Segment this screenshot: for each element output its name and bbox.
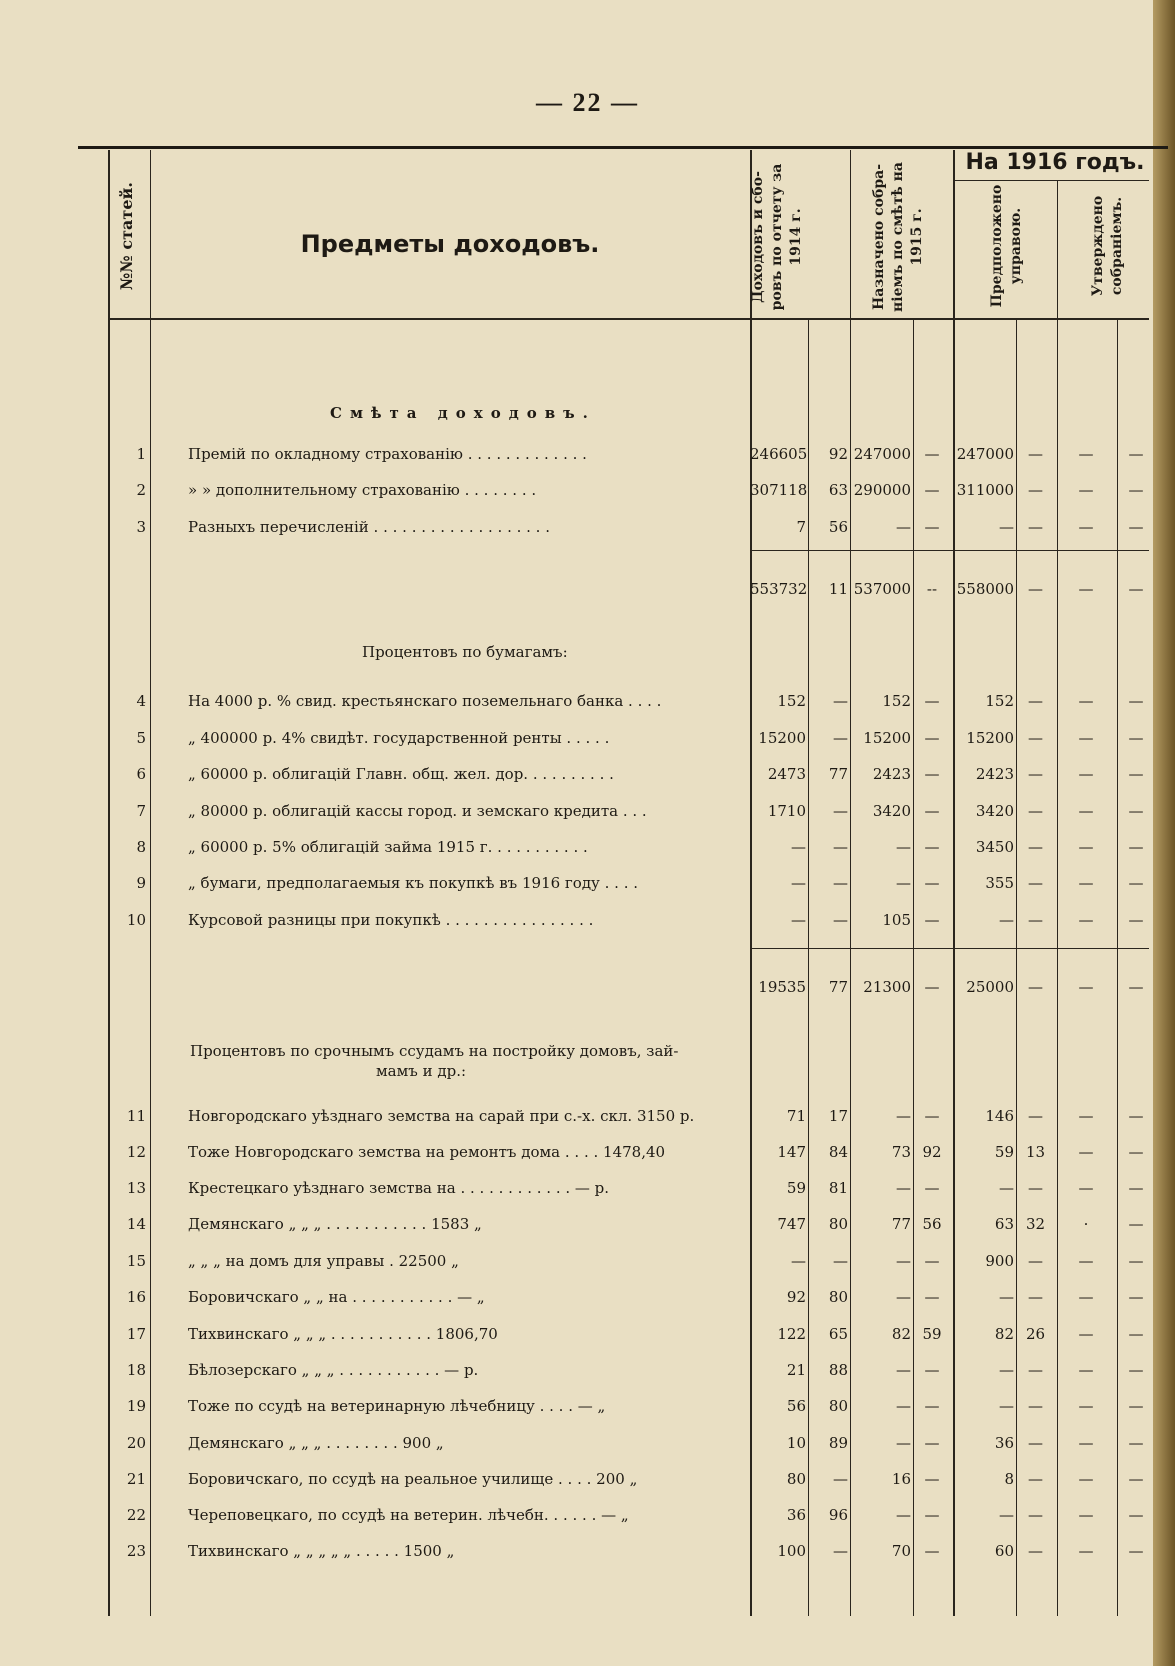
row-item-text: Премій по окладному страхованію . . . . . . . . . . . . . xyxy=(188,445,587,463)
row-item-text: „ 60000 р. облигацій Главн. общ. жел. дор. . . . . . . . . . xyxy=(188,765,614,783)
row-item-text: Череповецкаго, по ссудѣ на ветерин. лѣчебн. . . . . . — „ xyxy=(188,1506,629,1524)
row-value-e: — xyxy=(999,911,1014,929)
row-value-f: — xyxy=(1028,481,1043,499)
subtotal-value-d: -- xyxy=(926,580,938,598)
row-item-text: Курсовой разницы при покупкѣ . . . . . . . . . . . . . . . . xyxy=(188,911,594,929)
row-item-text: » » дополнительному страхованію . . . . . . . . xyxy=(188,481,537,499)
row-value-f: — xyxy=(1028,1361,1043,1379)
row-value-b: 63 xyxy=(828,481,848,499)
row-value-h: — xyxy=(1128,1179,1144,1197)
row-value-b: — xyxy=(833,1252,848,1270)
row-value-a: 80 xyxy=(786,1470,806,1488)
row-value-e: 247000 xyxy=(956,445,1014,463)
row-value-d: — xyxy=(924,692,940,710)
subtotal-value-b: 77 xyxy=(828,978,848,996)
row-value-g: — xyxy=(1078,1288,1094,1306)
subtotal-value-a: 553732 xyxy=(750,580,808,598)
row-value-g: — xyxy=(1078,1325,1094,1343)
row-value-g: — xyxy=(1078,692,1094,710)
row-value-f: — xyxy=(1028,802,1043,820)
row-value-c: — xyxy=(896,1397,911,1415)
row-value-f: 13 xyxy=(1025,1143,1046,1161)
subtotal-value-h: — xyxy=(1128,978,1144,996)
row-number: 17 xyxy=(126,1325,146,1343)
row-value-h: — xyxy=(1128,1215,1144,1233)
row-value-b: 92 xyxy=(828,445,848,463)
row-value-d: — xyxy=(924,1107,940,1125)
header-col-proposed: Предположено управою. xyxy=(989,184,1024,308)
row-value-g: — xyxy=(1078,838,1094,856)
row-value-b: 80 xyxy=(828,1288,848,1306)
row-number: 8 xyxy=(136,838,146,856)
row-value-g: — xyxy=(1078,1179,1094,1197)
row-value-e: 36 xyxy=(994,1434,1014,1452)
row-value-e: 3420 xyxy=(975,802,1014,820)
row-number: 6 xyxy=(136,765,146,783)
row-value-b: 56 xyxy=(828,518,848,536)
subtotal-value-a: 19535 xyxy=(758,978,806,996)
row-item-text: „ 80000 р. облигацій кассы город. и земскаго кредита . . . xyxy=(188,802,647,820)
header-col-number: №№ статей. xyxy=(117,182,136,290)
row-value-a: 122 xyxy=(777,1325,806,1343)
row-item-text: На 4000 р. % свид. крестьянскаго поземельнаго банка . . . . xyxy=(188,692,662,710)
row-value-f: — xyxy=(1028,445,1043,463)
row-value-b: 84 xyxy=(828,1143,848,1161)
row-item-text: Тихвинскаго „ „ „ . . . . . . . . . . . 1806,70 xyxy=(188,1325,498,1343)
row-value-b: — xyxy=(833,729,848,747)
row-value-e: 355 xyxy=(985,874,1014,892)
row-value-e: — xyxy=(999,1397,1014,1415)
row-item-text: „ 400000 р. 4% свидѣт. государственной ренты . . . . . xyxy=(188,729,610,747)
row-value-h: — xyxy=(1128,765,1144,783)
row-value-g: — xyxy=(1078,802,1094,820)
row-value-g: — xyxy=(1078,445,1094,463)
row-number: 1 xyxy=(136,445,146,463)
row-value-c: 15200 xyxy=(863,729,911,747)
row-value-c: — xyxy=(896,1288,911,1306)
subtotal-value-f: — xyxy=(1028,978,1043,996)
row-value-d: — xyxy=(924,1288,940,1306)
row-value-b: — xyxy=(833,838,848,856)
header-col-assigned-1915: Назначено собра- ніемъ по смѣтѣ на 1915 г. xyxy=(871,162,925,312)
row-number: 12 xyxy=(126,1143,146,1161)
subtotal-value-b: 11 xyxy=(828,580,848,598)
row-item-text: Крестецкаго уѣзднаго земства на . . . . . . . . . . . . — р. xyxy=(188,1179,610,1197)
row-item-text: Демянскаго „ „ „ . . . . . . . . . . . 1583 „ xyxy=(188,1215,482,1233)
row-value-b: — xyxy=(833,1542,848,1560)
row-value-g: — xyxy=(1078,874,1094,892)
section-title-loans: Процентовъ по срочнымъ ссудамъ на постройку домовъ, зай- xyxy=(190,1042,679,1060)
row-value-h: — xyxy=(1128,874,1144,892)
row-value-h: — xyxy=(1128,445,1144,463)
row-value-e: 2423 xyxy=(975,765,1014,783)
row-value-e: 8 xyxy=(1004,1470,1014,1488)
row-value-d: — xyxy=(924,802,940,820)
row-value-c: — xyxy=(896,1107,911,1125)
row-value-d: — xyxy=(924,729,940,747)
row-value-c: — xyxy=(896,1179,911,1197)
row-value-d: 59 xyxy=(922,1325,942,1343)
row-value-d: — xyxy=(924,1397,940,1415)
row-value-f: — xyxy=(1028,765,1043,783)
column-rule xyxy=(913,320,914,1616)
row-value-d: — xyxy=(924,911,940,929)
row-value-g: — xyxy=(1078,1107,1094,1125)
row-value-b: 96 xyxy=(828,1506,848,1524)
row-value-d: — xyxy=(924,1252,940,1270)
row-number: 19 xyxy=(126,1397,146,1415)
row-value-d: — xyxy=(924,838,940,856)
row-value-h: — xyxy=(1128,481,1144,499)
row-value-c: — xyxy=(896,1252,911,1270)
row-value-a: 59 xyxy=(786,1179,806,1197)
row-item-text: Тоже Новгородскаго земства на ремонтъ дома . . . . 1478,40 xyxy=(188,1143,666,1161)
row-number: 21 xyxy=(126,1470,146,1488)
row-item-text: Новгородскаго уѣзднаго земства на сарай при с.-х. скл. 3150 р. xyxy=(188,1107,695,1125)
row-value-b: 89 xyxy=(828,1434,848,1452)
row-value-d: — xyxy=(924,445,940,463)
row-value-h: — xyxy=(1128,1542,1144,1560)
row-value-h: — xyxy=(1128,1143,1144,1161)
row-value-a: 100 xyxy=(777,1542,806,1560)
row-value-g: — xyxy=(1078,1542,1094,1560)
subtotal-rule xyxy=(750,550,1149,551)
row-value-c: 290000 xyxy=(853,481,911,499)
row-value-f: — xyxy=(1028,911,1043,929)
row-value-h: — xyxy=(1128,1325,1144,1343)
row-value-b: 77 xyxy=(828,765,848,783)
row-value-g: — xyxy=(1078,1397,1094,1415)
column-rule xyxy=(1016,320,1017,1616)
row-value-e: 82 xyxy=(994,1325,1014,1343)
row-value-c: 16 xyxy=(891,1470,911,1488)
row-item-text: „ „ „ на домъ для управы . 22500 „ xyxy=(188,1252,459,1270)
row-value-h: — xyxy=(1128,1107,1144,1125)
column-rule xyxy=(808,320,809,1616)
row-value-c: 152 xyxy=(882,692,911,710)
row-value-c: 70 xyxy=(891,1542,911,1560)
row-value-a: 307118 xyxy=(750,481,808,499)
row-value-a: 92 xyxy=(786,1288,806,1306)
row-value-a: 10 xyxy=(786,1434,806,1452)
row-value-f: — xyxy=(1028,1470,1043,1488)
row-value-h: — xyxy=(1128,1288,1144,1306)
row-value-e: — xyxy=(999,1288,1014,1306)
row-value-h: — xyxy=(1128,1434,1144,1452)
row-value-a: 7 xyxy=(796,518,806,536)
row-value-f: — xyxy=(1028,729,1043,747)
row-value-c: — xyxy=(896,518,911,536)
row-value-c: — xyxy=(896,838,911,856)
row-value-h: — xyxy=(1128,729,1144,747)
subtotal-value-f: — xyxy=(1028,580,1043,598)
row-value-f: — xyxy=(1028,1434,1043,1452)
row-value-b: 17 xyxy=(828,1107,848,1125)
row-value-f: — xyxy=(1028,692,1043,710)
row-value-g: — xyxy=(1078,481,1094,499)
row-value-d: — xyxy=(924,481,940,499)
row-value-a: 71 xyxy=(786,1107,806,1125)
row-value-e: — xyxy=(999,1361,1014,1379)
row-value-b: — xyxy=(833,911,848,929)
column-rule xyxy=(150,150,151,1616)
row-item-text: „ 60000 р. 5% облигацій займа 1915 г. . . . . . . . . . . xyxy=(188,838,588,856)
row-value-f: — xyxy=(1028,518,1043,536)
row-value-c: — xyxy=(896,874,911,892)
row-value-e: 59 xyxy=(994,1143,1014,1161)
row-value-b: 65 xyxy=(828,1325,848,1343)
row-value-d: — xyxy=(924,1179,940,1197)
subtotal-value-e: 558000 xyxy=(956,580,1014,598)
row-value-a: 36 xyxy=(786,1506,806,1524)
row-value-d: — xyxy=(924,1470,940,1488)
row-value-g: · xyxy=(1083,1215,1089,1233)
subtotal-rule xyxy=(750,948,1149,949)
row-number: 22 xyxy=(126,1506,146,1524)
row-value-a: — xyxy=(791,838,806,856)
section-title-estimate: Смѣта доходовъ. xyxy=(330,404,596,422)
row-value-a: — xyxy=(791,1252,806,1270)
row-value-e: — xyxy=(999,1506,1014,1524)
row-value-d: — xyxy=(924,1434,940,1452)
row-value-h: — xyxy=(1128,518,1144,536)
row-value-d: — xyxy=(924,874,940,892)
row-value-b: 80 xyxy=(828,1215,848,1233)
row-value-f: 32 xyxy=(1025,1215,1046,1233)
row-value-b: — xyxy=(833,802,848,820)
row-number: 9 xyxy=(136,874,146,892)
subtotal-value-g: — xyxy=(1078,978,1094,996)
row-value-c: 247000 xyxy=(853,445,911,463)
row-value-e: 15200 xyxy=(966,729,1014,747)
row-value-d: — xyxy=(924,1542,940,1560)
row-value-g: — xyxy=(1078,1143,1094,1161)
row-item-text: Боровичскаго, по ссудѣ на реальное училище . . . . 200 „ xyxy=(188,1470,638,1488)
row-value-c: — xyxy=(896,1506,911,1524)
row-number: 7 xyxy=(136,802,146,820)
row-value-h: — xyxy=(1128,911,1144,929)
row-value-g: — xyxy=(1078,911,1094,929)
row-value-e: 146 xyxy=(985,1107,1014,1125)
row-value-g: — xyxy=(1078,1252,1094,1270)
row-number: 16 xyxy=(126,1288,146,1306)
row-value-h: — xyxy=(1128,1506,1144,1524)
row-value-a: 747 xyxy=(777,1215,806,1233)
row-value-f: — xyxy=(1028,1506,1043,1524)
row-value-d: — xyxy=(924,1506,940,1524)
row-value-c: — xyxy=(896,1361,911,1379)
row-number: 5 xyxy=(136,729,146,747)
row-item-text: Бѣлозерскаго „ „ „ . . . . . . . . . . . — р. xyxy=(188,1361,479,1379)
row-value-d: — xyxy=(924,1361,940,1379)
row-value-c: 105 xyxy=(882,911,911,929)
row-value-c: 77 xyxy=(891,1215,911,1233)
row-value-h: — xyxy=(1128,1361,1144,1379)
row-value-d: — xyxy=(924,765,940,783)
row-value-e: 900 xyxy=(985,1252,1014,1270)
row-value-b: 81 xyxy=(828,1179,848,1197)
row-number: 11 xyxy=(126,1107,146,1125)
row-value-b: — xyxy=(833,1470,848,1488)
row-item-text: Демянскаго „ „ „ . . . . . . . . 900 „ xyxy=(188,1434,444,1452)
row-value-c: 82 xyxy=(891,1325,911,1343)
subtotal-value-d: — xyxy=(924,978,940,996)
row-value-e: — xyxy=(999,1179,1014,1197)
row-value-d: 56 xyxy=(922,1215,942,1233)
row-value-a: 15200 xyxy=(758,729,806,747)
row-value-g: — xyxy=(1078,765,1094,783)
row-value-e: 63 xyxy=(994,1215,1014,1233)
row-value-h: — xyxy=(1128,1252,1144,1270)
row-item-text: Разныхъ перечисленій . . . . . . . . . . . . . . . . . . . xyxy=(188,518,550,536)
row-number: 10 xyxy=(126,911,146,929)
row-value-f: — xyxy=(1028,1107,1043,1125)
row-number: 20 xyxy=(126,1434,146,1452)
row-value-a: 1710 xyxy=(767,802,806,820)
page-edge-shadow xyxy=(1153,0,1175,1666)
section-title-loans-cont: мамъ и др.: xyxy=(376,1062,467,1080)
row-value-g: — xyxy=(1078,518,1094,536)
row-value-f: — xyxy=(1028,1542,1043,1560)
row-value-f: — xyxy=(1028,1179,1043,1197)
subtotal-value-e: 25000 xyxy=(966,978,1014,996)
row-number: 14 xyxy=(126,1215,146,1233)
row-value-c: 3420 xyxy=(872,802,911,820)
row-value-b: 80 xyxy=(828,1397,848,1415)
row-value-d: — xyxy=(924,518,940,536)
row-number: 23 xyxy=(126,1542,146,1560)
header-col-approved: Утверждено собраніемъ. xyxy=(1090,195,1125,297)
row-item-text: Тоже по ссудѣ на ветеринарную лѣчебницу . . . . — „ xyxy=(188,1397,606,1415)
row-value-a: 147 xyxy=(777,1143,806,1161)
row-value-g: — xyxy=(1078,1470,1094,1488)
row-value-b: — xyxy=(833,692,848,710)
header-bottom-rule xyxy=(108,318,1149,320)
row-number: 15 xyxy=(126,1252,146,1270)
row-value-g: — xyxy=(1078,1361,1094,1379)
row-value-e: — xyxy=(999,518,1014,536)
row-number: 3 xyxy=(136,518,146,536)
row-value-f: 26 xyxy=(1025,1325,1046,1343)
row-value-c: 73 xyxy=(891,1143,911,1161)
row-number: 13 xyxy=(126,1179,146,1197)
row-value-f: — xyxy=(1028,874,1043,892)
row-value-d: 92 xyxy=(922,1143,942,1161)
row-value-h: — xyxy=(1128,1470,1144,1488)
row-number: 2 xyxy=(136,481,146,499)
row-item-text: „ бумаги, предполагаемыя къ покупкѣ въ 1916 году . . . . xyxy=(188,874,639,892)
header-col-income-1914: Доходовъ и сбо- ровъ по отчету за 1914 г. xyxy=(750,163,804,311)
row-value-e: 311000 xyxy=(956,481,1014,499)
row-value-c: — xyxy=(896,1434,911,1452)
row-value-b: 88 xyxy=(828,1361,848,1379)
row-value-b: — xyxy=(833,874,848,892)
section-title-securities: Процентовъ по бумагамъ: xyxy=(362,643,568,661)
row-value-a: 246605 xyxy=(750,445,808,463)
row-value-g: — xyxy=(1078,729,1094,747)
row-value-g: — xyxy=(1078,1506,1094,1524)
row-value-a: 152 xyxy=(777,692,806,710)
row-value-f: — xyxy=(1028,1288,1043,1306)
row-value-g: — xyxy=(1078,1434,1094,1452)
row-item-text: Боровичскаго „ „ на . . . . . . . . . . . — „ xyxy=(188,1288,485,1306)
column-rule xyxy=(1117,320,1118,1616)
header-group-1916: На 1916 годъ. xyxy=(965,150,1145,175)
row-value-f: — xyxy=(1028,838,1043,856)
row-number: 4 xyxy=(136,692,146,710)
row-value-h: — xyxy=(1128,692,1144,710)
row-value-a: — xyxy=(791,874,806,892)
row-value-c: 2423 xyxy=(872,765,911,783)
subtotal-value-c: 537000 xyxy=(853,580,911,598)
row-value-e: 152 xyxy=(985,692,1014,710)
row-value-h: — xyxy=(1128,1397,1144,1415)
row-value-f: — xyxy=(1028,1397,1043,1415)
row-value-f: — xyxy=(1028,1252,1043,1270)
row-value-e: 3450 xyxy=(975,838,1014,856)
row-value-a: 21 xyxy=(786,1361,806,1379)
row-number: 18 xyxy=(126,1361,146,1379)
row-value-h: — xyxy=(1128,838,1144,856)
row-value-a: 2473 xyxy=(767,765,806,783)
row-value-a: 56 xyxy=(786,1397,806,1415)
header-col-items: Предметы доходовъ. xyxy=(300,230,600,258)
row-item-text: Тихвинскаго „ „ „ „ „ . . . . . 1500 „ xyxy=(188,1542,455,1560)
row-value-e: 60 xyxy=(994,1542,1014,1560)
subtotal-value-c: 21300 xyxy=(863,978,911,996)
subtotal-value-h: — xyxy=(1128,580,1144,598)
subtotal-value-g: — xyxy=(1078,580,1094,598)
row-value-a: — xyxy=(791,911,806,929)
page-number: — 22 — xyxy=(536,88,639,117)
table-top-rule xyxy=(78,146,1168,149)
row-value-h: — xyxy=(1128,802,1144,820)
